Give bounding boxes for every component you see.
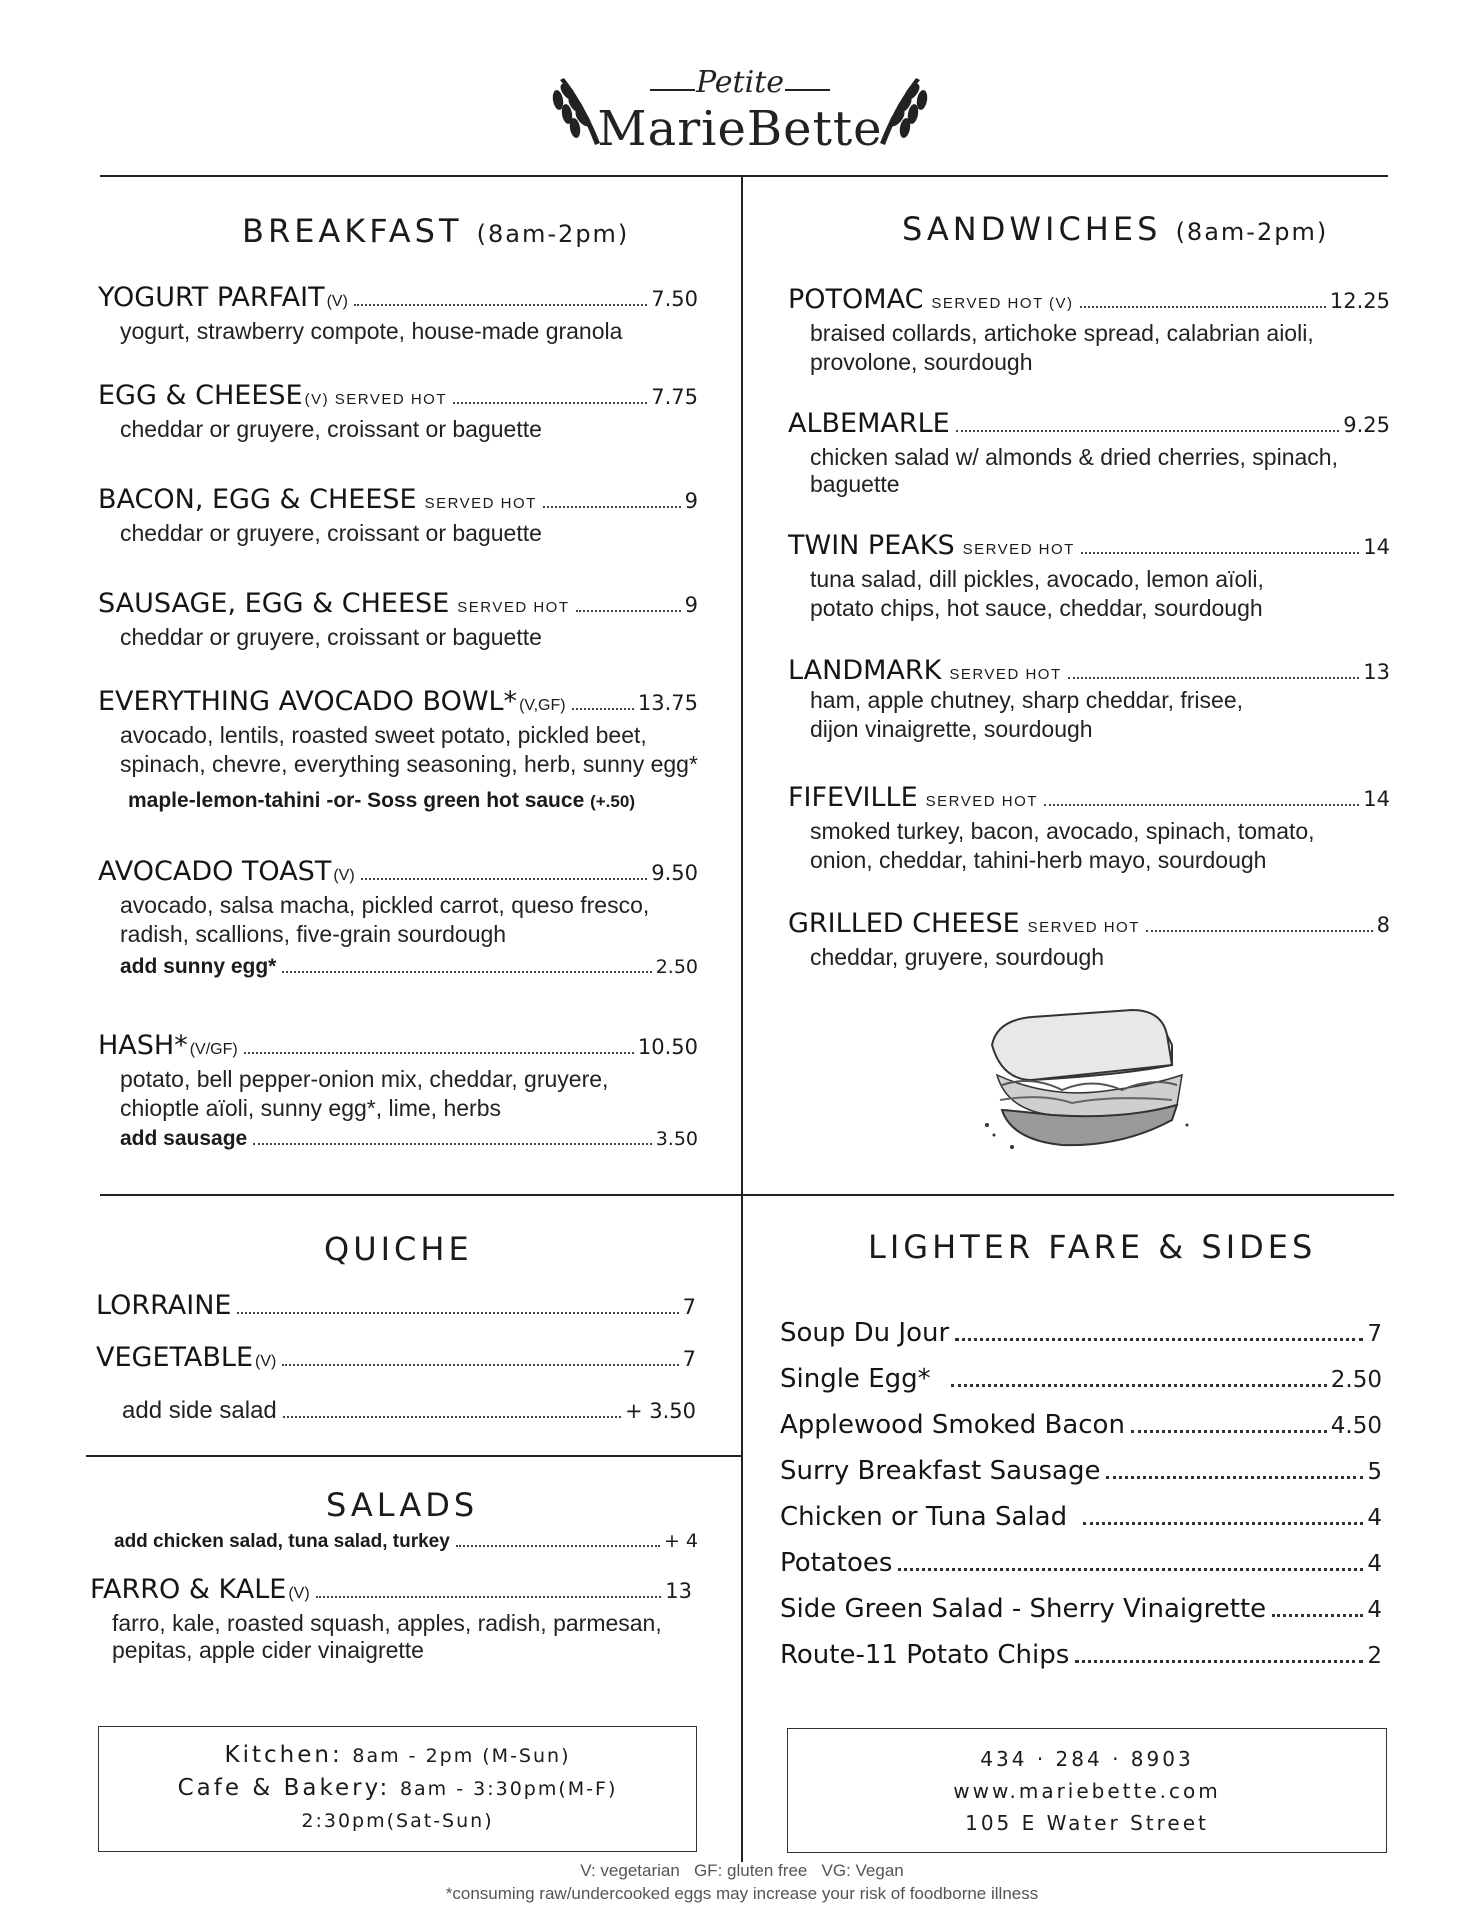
phone: 434 · 284 · 8903 (980, 1747, 1194, 1771)
sandwich-item: LANDMARK SERVED HOT 13 ham, apple chutney, sharp cheddar, frisee, dijon vinaigrette, sourdough (788, 655, 1390, 742)
wheat-logo-icon (540, 50, 940, 160)
breakfast-item: AVOCADO TOAST (V) 9.50 avocado, salsa macha, pickled carrot, queso fresco, radish, scallions, five-grain sourdough add sunny egg* 2.50 (98, 856, 698, 978)
sandwiches-title: SANDWICHES (8am-2pm) (902, 210, 1329, 248)
side-item: Surry Breakfast Sausage 5 (780, 1456, 1382, 1486)
quiche-addon: add side salad + 3.50 (122, 1397, 696, 1424)
middle-divider (100, 1194, 1394, 1196)
breakfast-item: EGG & CHEESE (V) SERVED HOT 7.75 cheddar or gruyere, croissant or baguette (98, 380, 698, 442)
contact-box (787, 1728, 1387, 1853)
sandwich-item: GRILLED CHEESE SERVED HOT 8 cheddar, gruyere, sourdough (788, 908, 1390, 970)
side-item: Side Green Salad - Sherry Vinaigrette 4 (780, 1594, 1382, 1624)
side-item: Applewood Smoked Bacon 4.50 (780, 1410, 1382, 1440)
quiche-salads-divider (86, 1455, 741, 1457)
logo (540, 50, 940, 160)
side-item: Soup Du Jour 7 (780, 1318, 1382, 1348)
quiche-item: VEGETABLE (V) 7 (96, 1342, 696, 1373)
breakfast-item: BACON, EGG & CHEESE SERVED HOT 9 cheddar or gruyere, croissant or baguette (98, 484, 698, 546)
breakfast-item: EVERYTHING AVOCADO BOWL* (V,GF) 13.75 avocado, lentils, roasted sweet potato, pickled beet, spinach, chevre, everything seasoning, herb, sunny egg* maple-lemon-tahini -or- Soss green hot sauce (+.50) (98, 686, 698, 812)
sandwich-illustration (972, 1005, 1202, 1155)
side-item: Route-11 Potato Chips 2 (780, 1640, 1382, 1670)
egg-warning: *consuming raw/undercooked eggs may increase your risk of foodborne illness (445, 1884, 1039, 1903)
sandwich-icon (972, 1005, 1202, 1155)
breakfast-item: SAUSAGE, EGG & CHEESE SERVED HOT 9 cheddar or gruyere, croissant or baguette (98, 588, 698, 650)
hours-box: Kitchen: 8am - 2pm (M-Sun) Cafe & Bakery: 8am - 3:30pm(M-F) 2:30pm(Sat-Sun) (98, 1726, 697, 1852)
side-item: Chicken or Tuna Salad 4 (780, 1502, 1382, 1532)
quiche-title: QUICHE (324, 1230, 473, 1268)
sandwich-item: TWIN PEAKS SERVED HOT 14 tuna salad, dill pickles, avocado, lemon aïoli, potato chips, hot sauce, cheddar, sourdough (788, 530, 1390, 621)
center-divider (741, 176, 743, 1862)
sandwich-item: ALBEMARLE 9.25 chicken salad w/ almonds & dried cherries, spinach, baguette (788, 408, 1390, 497)
salads-title: SALADS (326, 1486, 479, 1524)
sandwich-item: FIFEVILLE SERVED HOT 14 smoked turkey, bacon, avocado, spinach, tomato, onion, cheddar, tahini-herb mayo, sourdough (788, 782, 1390, 873)
breakfast-item: HASH* (V/GF) 10.50 potato, bell pepper-onion mix, cheddar, gruyere, chioptle aïoli, sunny egg*, lime, herbs add sausage 3.50 (98, 1030, 698, 1150)
side-item: Potatoes 4 (780, 1548, 1382, 1578)
breakfast-item: YOGURT PARFAIT (V) 7.50 yogurt, strawberry compote, house-made granola (98, 282, 698, 344)
quiche-item: LORRAINE 7 (96, 1290, 696, 1321)
logo-mariebette: MarieBette (597, 101, 883, 157)
sandwich-item: POTOMAC SERVED HOT (V) 12.25 braised collards, artichoke spread, calabrian aioli, provolone, sourdough (788, 284, 1390, 375)
logo-petite: Petite (695, 65, 785, 100)
website: www.mariebette.com (953, 1779, 1221, 1803)
lighter-title: LIGHTER FARE & SIDES (868, 1228, 1317, 1266)
top-divider (100, 175, 1388, 177)
address: 105 E Water Street (965, 1811, 1209, 1835)
breakfast-title: BREAKFAST (8am-2pm) (242, 212, 630, 250)
salads-addon: add chicken salad, tuna salad, turkey + 4 (114, 1530, 698, 1552)
side-item: Single Egg* 2.50 (780, 1364, 1382, 1394)
dietary-legend: V: vegetarian GF: gluten free VG: Vegan (580, 1861, 904, 1880)
salad-item: FARRO & KALE (V) 13 farro, kale, roasted squash, apples, radish, parmesan, pepitas, apple cider vinaigrette (90, 1574, 692, 1663)
